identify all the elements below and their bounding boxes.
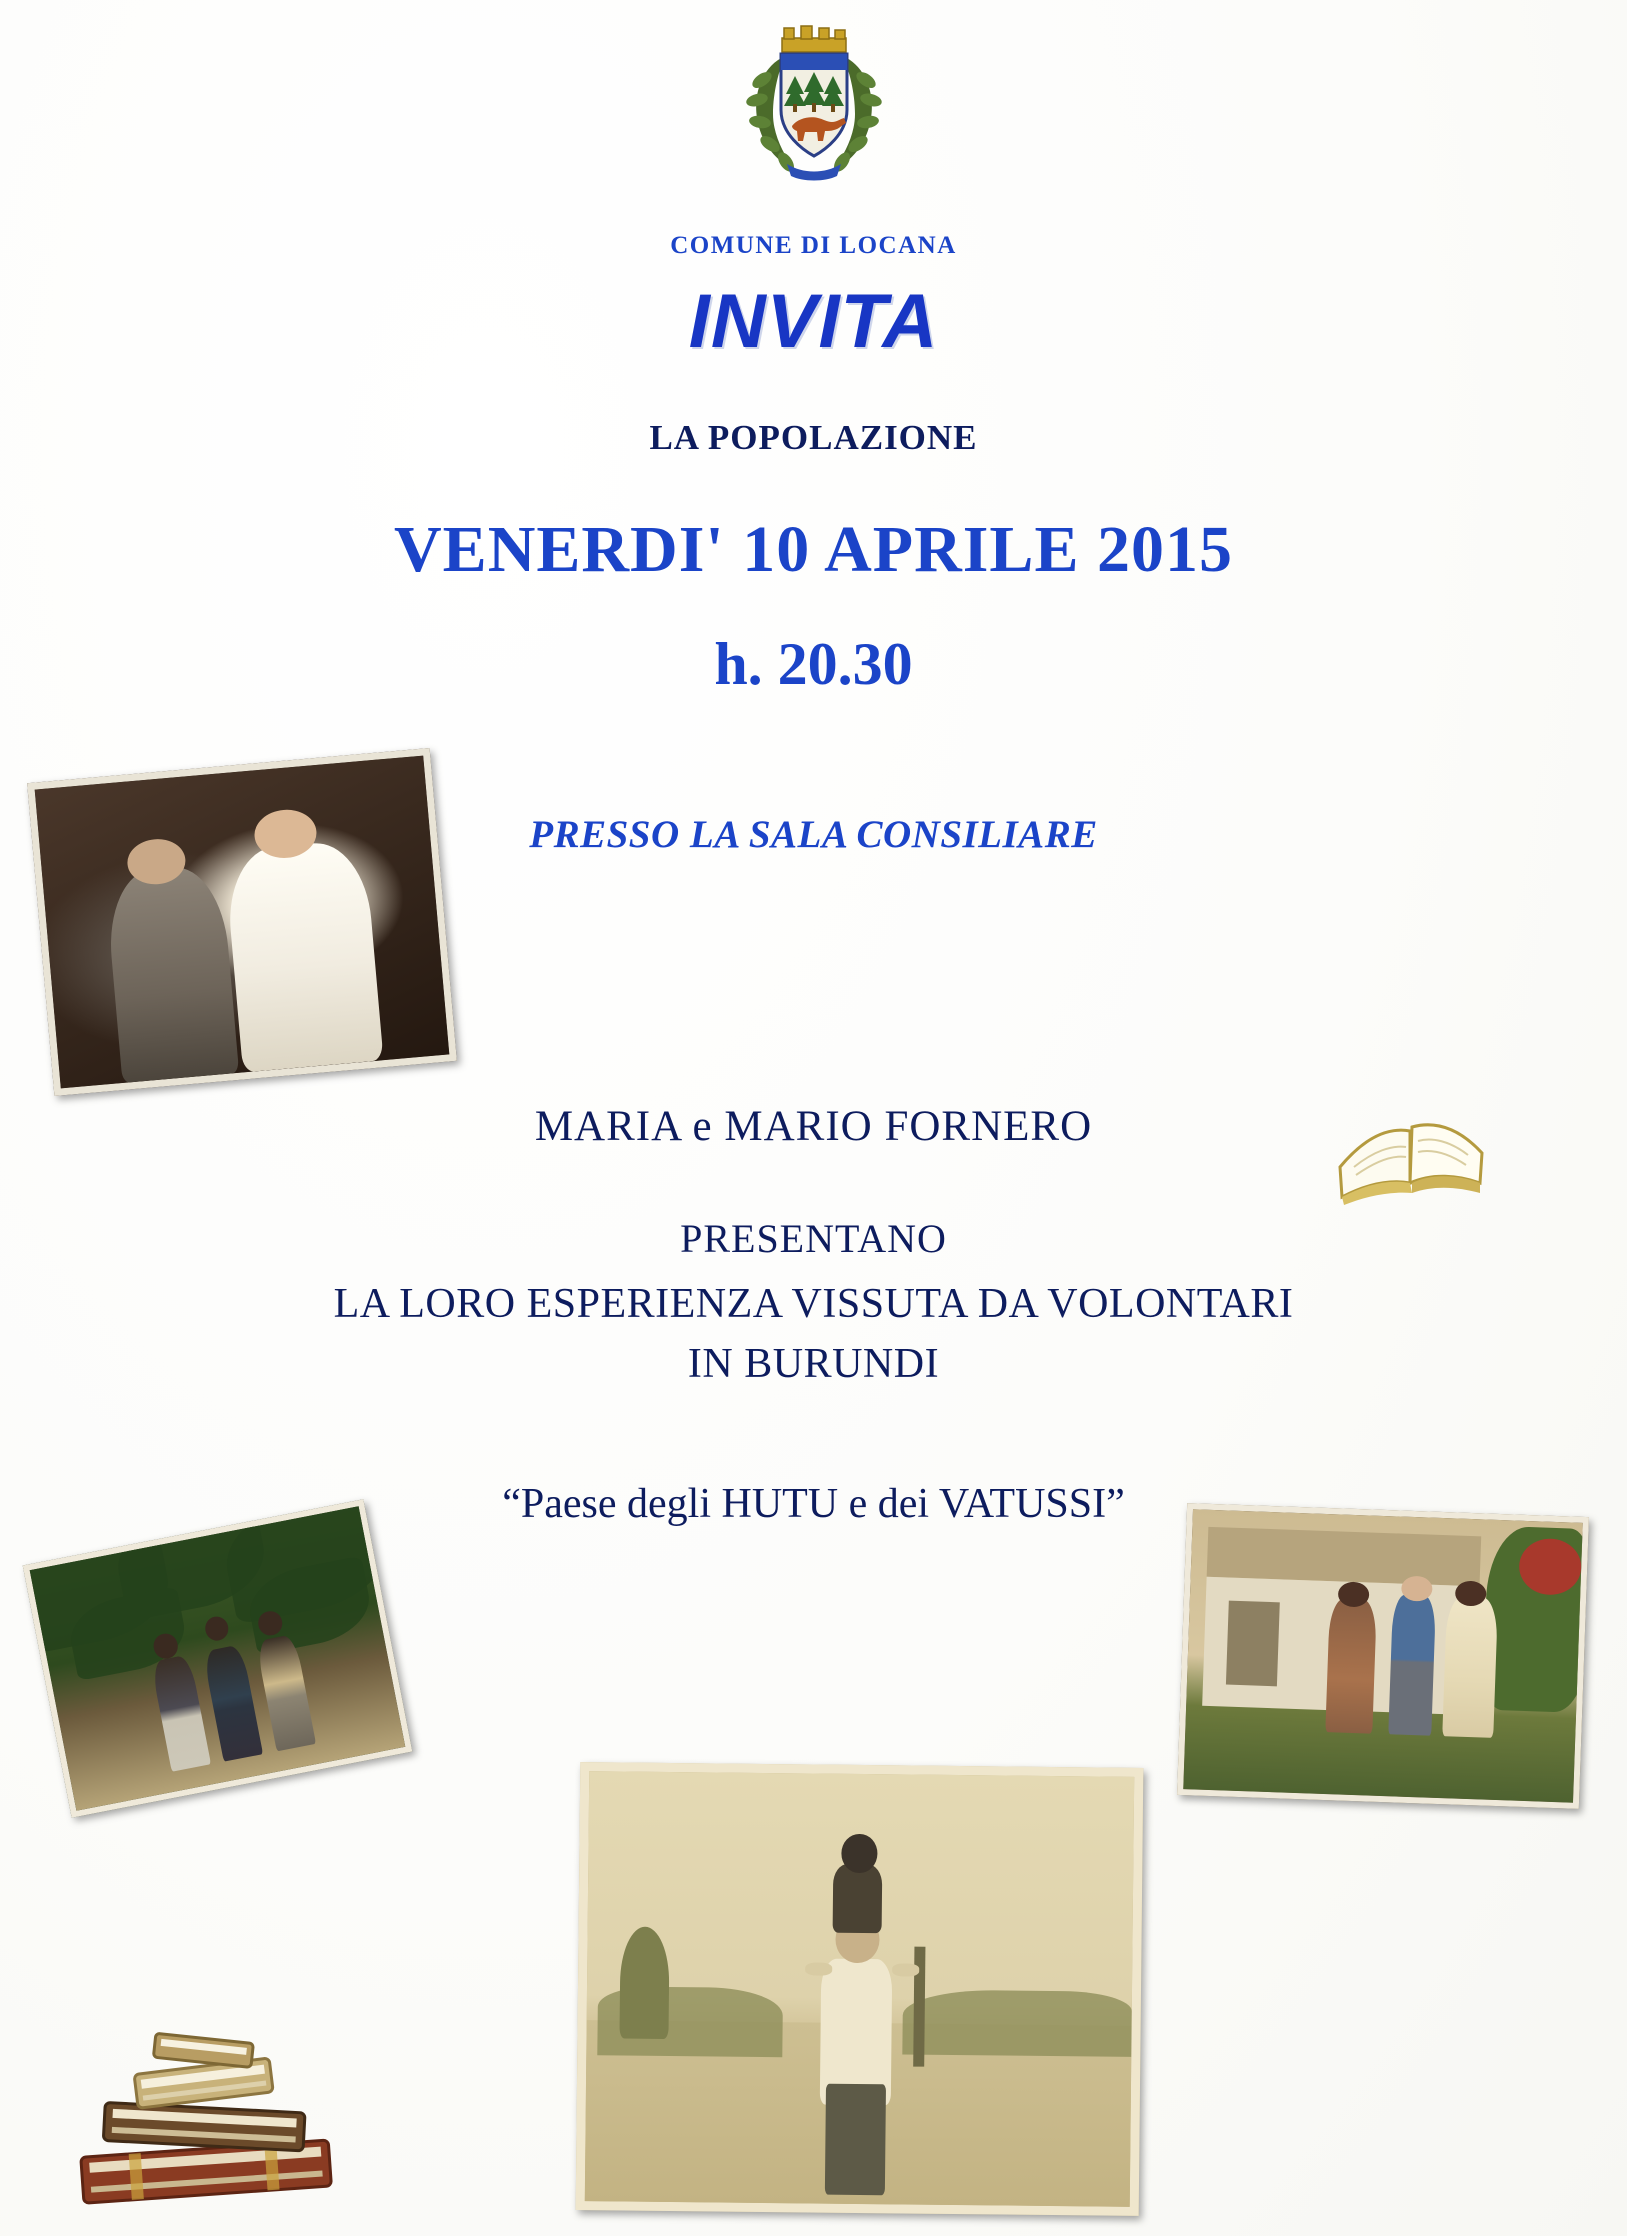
- stacked-books-icon: [70, 2020, 360, 2220]
- speaker-names: MARIA e MARIO FORNERO: [534, 1103, 1093, 1150]
- coat-of-arms-icon: [729, 22, 899, 187]
- photo-meeting-pope: [27, 748, 457, 1096]
- comune-label: COMUNE DI LOCANA: [670, 232, 957, 259]
- subtitle-quote: “Paese degli HUTU e dei VATUSSI”: [502, 1481, 1125, 1527]
- present-verb: PRESENTANO: [680, 1216, 947, 1261]
- open-book-icon: [1330, 1075, 1495, 1205]
- event-venue: PRESSO LA SALA CONSILIARE: [529, 813, 1098, 856]
- audience-label: LA POPOLAZIONE: [649, 418, 978, 457]
- event-date: VENERDI' 10 APRILE 2015: [394, 513, 1233, 586]
- photo-house-group: [1177, 1503, 1589, 1809]
- photo-three-men: [23, 1499, 413, 1817]
- subject-line-2: IN BURUNDI: [687, 1341, 940, 1387]
- photo-man-with-child: [576, 1762, 1144, 2216]
- event-time: h. 20.30: [714, 631, 913, 697]
- invita-heading: INVITA: [688, 279, 939, 364]
- subject-line-1: LA LORO ESPERIENZA VISSUTA DA VOLONTARI: [333, 1281, 1294, 1327]
